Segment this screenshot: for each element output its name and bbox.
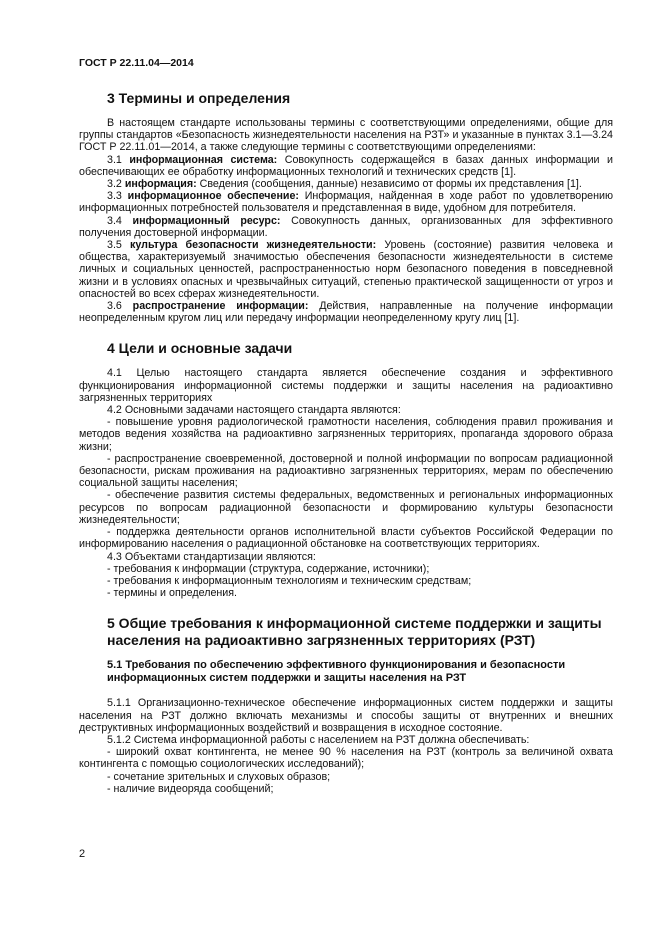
term-3-1 <box>79 154 613 178</box>
list-item: - широкий охват контингента, не менее 90 % населения на РЗТ (контроль за величиной охвата контингента с помощью социологических исследований); <box>79 746 613 771</box>
term-definition: Совокупность данных, организованных для эффективного получения достоверной информации. <box>79 214 613 239</box>
clause-5-1-1: 5.1.1 Организационно-техническое обеспечение информационных систем поддержки и защиты населения на РЗТ должно включать механизмы и способы защиты от внутренних и внешних деструктивных информационных воздействий и возвращения в исходное состояние. <box>79 697 613 734</box>
subsection-5-1-heading: 5.1 Требования по обеспечению эффективного функционирования и безопасности информационных систем поддержки и защиты населения на РЗТ <box>107 659 566 685</box>
term-definition: Информация, найденная в ходе работ по удовлетворению информационных потребностей пользователя и представленная в виде, удобном для потребителя. <box>79 190 613 215</box>
document-body <box>79 90 613 795</box>
term-name: культура безопасности жизнедеятельности: <box>130 239 377 252</box>
list-item: - повышение уровня радиологической грамотности населения, соблюдения правил проживания и методов ведения хозяйства на радиоактивно загрязненных территориях, пропаганда здорового образа жизни; <box>79 416 613 453</box>
list-item: - поддержка деятельности органов исполнительной власти субъектов Российской Федерации по информированию населения о радиационной обстановке на соответствующих территориях. <box>79 526 613 551</box>
term-number: 3.3 <box>107 190 122 203</box>
term-definition: Сведения (сообщения, данные) независимо от формы их представления [1]. <box>199 178 582 191</box>
term-number: 3.1 <box>107 153 122 166</box>
term-3-6 <box>79 300 613 324</box>
term-name: распространение информации: <box>132 300 309 313</box>
term-number: 3.6 <box>107 300 122 313</box>
clause-4-3: 4.3 Объектами стандартизации являются: <box>107 550 316 563</box>
list-item: - сочетание зрительных и слуховых образов; <box>107 770 331 783</box>
clause-5-1-2: 5.1.2 Система информационной работы с населением на РЗТ должна обеспечивать: <box>107 733 530 746</box>
list-item: - требования к информационным технологиям и техническим средствам; <box>107 574 472 587</box>
term-definition: Действия, направленные на получение информации неопределенным кругом лиц или передачу информации неопределенному кругу лиц [1]. <box>79 300 613 325</box>
section-3-heading: 3 Термины и определения <box>107 90 291 106</box>
term-3-5 <box>79 239 613 300</box>
term-3-3 <box>79 190 613 214</box>
term-name: информационный ресурс: <box>132 214 281 227</box>
list-item: - обеспечение развития системы федеральных, ведомственных и региональных информационных ресурсов по вопросам радиационной безопасности и формированию культуры безопасности жизнедеятельности; <box>79 489 613 526</box>
term-name: информационное обеспечение: <box>127 190 299 203</box>
term-name: информация: <box>124 178 197 191</box>
term-number: 3.4 <box>107 214 122 227</box>
list-item: - наличие видеоряда сообщений; <box>107 782 274 795</box>
term-name: информационная система: <box>129 153 278 166</box>
list-item: - термины и определения. <box>107 587 238 600</box>
section-4-heading: 4 Цели и основные задачи <box>107 340 293 357</box>
term-number: 3.2 <box>107 178 122 191</box>
document-code-header: ГОСТ Р 22.11.04—2014 <box>79 57 194 69</box>
section-3-intro: В настоящем стандарте использованы термины с соответствующими определениями, общие для группы стандартов «Безопасность жизнедеятельности населения на РЗТ» и указанные в пунктах 3.1—3.24 ГОСТ Р 22.11.01—2014, а также следующие термины с соответствующими определениями: <box>79 117 613 154</box>
page-number: 2 <box>79 848 86 860</box>
clause-4-1: 4.1 Целью настоящего стандарта является обеспечение создания и эффективного функционирования информационной системы поддержки и защиты населения на радиоактивно загрязненных территориях <box>79 367 613 404</box>
clause-4-2: 4.2 Основными задачами настоящего стандарта являются: <box>107 404 401 417</box>
list-item: - распространение своевременной, достоверной и полной информации по вопросам радиационной безопасности, рискам проживания на радиоактивно загрязненных территориях, мерам по обеспечению социальной защиты населения; <box>79 452 613 490</box>
list-item: - требования к информации (структура, содержание, источники); <box>107 562 430 575</box>
term-definition: Уровень (состояние) развития человека и общества, характеризуемый значимостью обеспечения безопасности жизнедеятельности в системе личных и социальных ценностей, распространенностью норм безопасного поведения в повседневной жизни и в условиях опасных и чрезвычайных ситуаций, степенью практической защищенности от угроз и опасностей во всех сферах жизнедеятельности. <box>79 239 613 300</box>
term-definition: Совокупность содержащейся в базах данных информации и обеспечивающих ее обработку информационных технологий и технических средств [1]. <box>79 153 613 178</box>
section-5-heading: 5 Общие требования к информационной системе поддержки и защиты населения на радиоактивно загрязненных территориях (РЗТ) <box>107 615 602 649</box>
term-number: 3.5 <box>107 239 122 252</box>
term-3-4 <box>79 215 613 239</box>
term-3-2 <box>79 178 613 190</box>
